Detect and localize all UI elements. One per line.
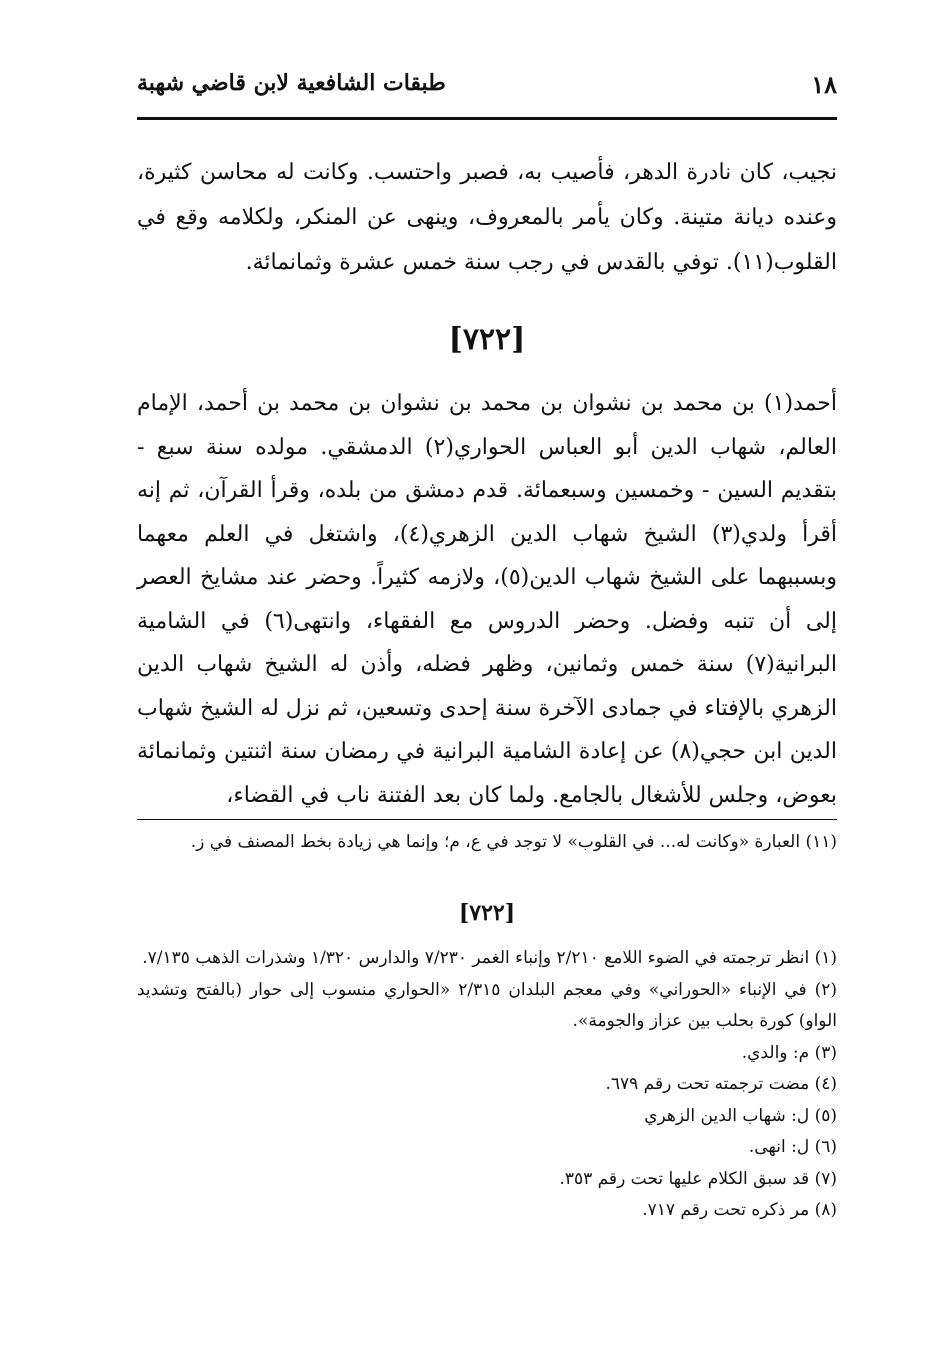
entry-number-heading: [٧٢٢] bbox=[448, 322, 526, 357]
footnote-3: (٣) م: والدي. bbox=[741, 1042, 837, 1063]
footnotes-entry-heading: [٧٢٢] bbox=[458, 900, 516, 926]
previous-entry-paragraph bbox=[137, 150, 837, 285]
footnote-1: (١) انظر ترجمته في الضوء اللامع ٢/٢١٠ وإنباء الغمر ٧/٢٣٠ والدارس ١/٣٢٠ وشذرات الذهب ٧/١٣٥. bbox=[142, 948, 837, 968]
previous-entry-text: نجيب، كان نادرة الدهر، فأصيب به، فصبر واحتسب. وكانت له محاسن كثيرة، وعنده ديانة متينة. وكان يأمر بالمعروف، وينهى عن المنكر، ولكلامه وقع في القلوب(١١). توفي بالقدس في رجب سنة خمس عشرة وثمانمائة. bbox=[137, 160, 837, 275]
header-rule bbox=[137, 117, 837, 120]
entry-text: أحمد(١) بن محمد بن نشوان بن محمد بن نشوان بن محمد بن أحمد، الإمام العالم، شهاب الدين أبو العباس الحواري(٢) الدمشقي. مولده سنة سبع - بتقديم السين - وخمسين وسبعمائة. قدم دمشق من بلده، وقرأ القرآن، ثم إنه أقرأ ولدي(٣) الشيخ شهاب الدين الزهري(٤)، واشتغل في العلم معهما وبسببهما على الشيخ شهاب الدين(٥)، ولازمه كثيراً. وحضر عند مشايخ العصر إلى أن تنبه وفضل. وحضر الدروس مع الفقهاء، وانتهى(٦) في الشامية البرانية(٧) سنة خمس وثمانين، وظهر فضله، وأذن له الشيخ شهاب الدين الزهري بالإفتاء في جمادى الآخرة سنة إحدى وتسعين، ثم نزل له الشيخ شهاب الدين ابن حجي(٨) عن إعادة الشامية البرانية في رمضان سنة اثنتين وثمانمائة بعوض، وجلس للأشغال بالجامع. ولما كان بعد الفتنة ناب في القضاء، bbox=[137, 391, 837, 808]
footnote-4: (٤) مضت ترجمته تحت رقم ٦٧٩. bbox=[605, 1074, 837, 1094]
page-number: ١٨ bbox=[811, 70, 837, 99]
footnote-previous-entry bbox=[137, 828, 837, 856]
footnote-6: (٦) ل: انهى. bbox=[748, 1137, 837, 1157]
entry-paragraph bbox=[137, 382, 837, 817]
footnote-rule bbox=[137, 819, 837, 820]
footnote-11: (١١) العبارة «وكانت له... في القلوب» لا توجد في ع، م؛ وإنما هي زيادة بخط المصنف في ز. bbox=[190, 832, 837, 852]
footnote-2: (٢) في الإنباء «الحوراني» وفي معجم البلدان ٢/٣١٥ «الحواري منسوب إلى حوار (بالفتح وتشديد الواو) كورة بحلب بين عزاز والجومة». bbox=[137, 979, 837, 1031]
footnote-5: (٥) ل: شهاب الدين الزهري bbox=[644, 1105, 837, 1126]
footnote-7: (٧) قد سبق الكلام عليها تحت رقم ٣٥٣. bbox=[559, 1168, 837, 1189]
running-title: طبقات الشافعية لابن قاضي شهبة bbox=[137, 70, 446, 96]
footnotes-list bbox=[137, 943, 837, 1227]
footnote-8: (٨) مر ذكره تحت رقم ٧١٧. bbox=[642, 1200, 837, 1220]
page-header bbox=[137, 66, 837, 106]
